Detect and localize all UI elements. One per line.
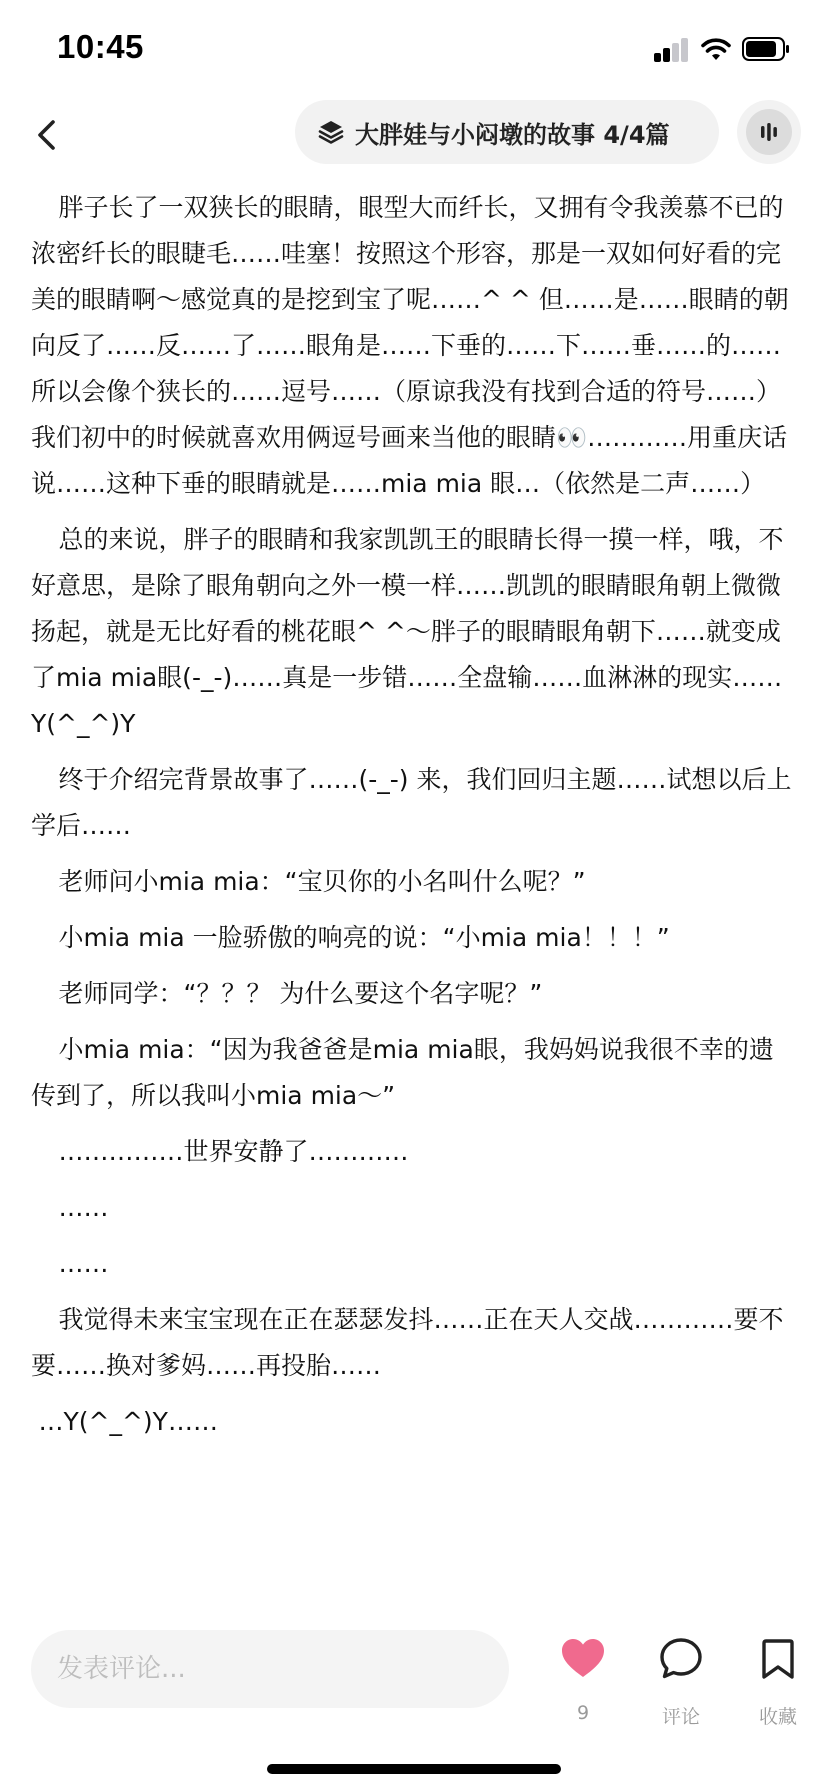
home-indicator — [267, 1764, 561, 1774]
article-paragraph: 小mia mia：“因为我爸爸是mia mia眼，我妈妈说我很不幸的遗传到了，所以我叫小mia mia～” — [31, 1035, 774, 1110]
article-paragraph: 总的来说，胖子的眼睛和我家凯凯王的眼睛长得一摸一样，哦，不好意思，是除了眼角朝向之外一模一样……凯凯的眼睛眼角朝上微微扬起，就是无比好看的桃花眼^ ^～胖子的眼睛眼角朝下……就变成了mia mia眼(-_-)……真是一步错……全盘输……血淋淋的现实……Y(^_^)Y — [31, 525, 784, 738]
like-button[interactable] — [543, 1636, 623, 1724]
comment-input[interactable] — [31, 1630, 509, 1708]
layers-icon — [317, 118, 345, 146]
favorite-label: 收藏 — [758, 1706, 797, 1728]
collection-pill[interactable] — [295, 100, 719, 164]
comment-button[interactable] — [641, 1636, 721, 1729]
article-paragraph: …Y(^_^)Y…… — [38, 1407, 218, 1436]
article-paragraph: 小mia mia 一脸骄傲的响亮的说：“小mia mia！！！” — [58, 923, 670, 952]
article-paragraph: 老师同学：“？？？ 为什么要这个名字呢？” — [58, 979, 543, 1008]
article-body — [31, 185, 797, 1455]
status-time: 10:45 — [57, 28, 144, 65]
chevron-left-icon — [34, 119, 60, 151]
signal-icon — [654, 38, 690, 62]
battery-icon — [742, 37, 790, 61]
article-paragraph: …… — [58, 1249, 109, 1278]
article-paragraph: 我觉得未来宝宝现在正在瑟瑟发抖……正在天人交战…………要不要……换对爹妈……再投胎…… — [31, 1305, 784, 1380]
article-paragraph: 终于介绍完背景故事了……(-_-) 来，我们回归主题……试想以后上学后…… — [31, 765, 792, 840]
comment-bubble-icon — [658, 1636, 704, 1682]
comment-label: 评论 — [661, 1706, 700, 1728]
article-paragraph: …… — [58, 1193, 109, 1222]
bookmark-icon — [755, 1636, 801, 1682]
audio-button[interactable] — [737, 100, 801, 164]
like-count: 9 — [576, 1702, 590, 1724]
heart-icon — [560, 1636, 606, 1682]
article-paragraph: ……………世界安静了………… — [58, 1137, 409, 1166]
back-button[interactable] — [22, 110, 72, 160]
status-bar — [0, 0, 828, 100]
wifi-icon — [700, 36, 732, 62]
collection-title: 大胖娃与小闷墩的故事 4/4篇 — [355, 120, 670, 149]
favorite-button[interactable] — [738, 1636, 818, 1729]
audio-button-inner — [746, 109, 792, 155]
article-paragraph: 老师问小mia mia：“宝贝你的小名叫什么呢？” — [58, 867, 586, 896]
audio-bars-icon — [758, 121, 780, 143]
article-paragraph: 胖子长了一双狭长的眼睛，眼型大而纤长，又拥有令我羡慕不已的浓密纤长的眼睫毛……哇塞！按照这个形容，那是一双如何好看的完美的眼睛啊～感觉真的是挖到宝了呢……^ ^ 但……是……眼睛的朝向反了……反……了……眼角是……下垂的……下……垂……的……所以会像个狭长的……逗号……（原谅我没有找到合适的符号……）我们初中的时候就喜欢用俩逗号画来当他的眼睛👀…………用重庆话说……这种下垂的眼睛就是……mia mia 眼…（依然是二声……） — [31, 193, 789, 498]
